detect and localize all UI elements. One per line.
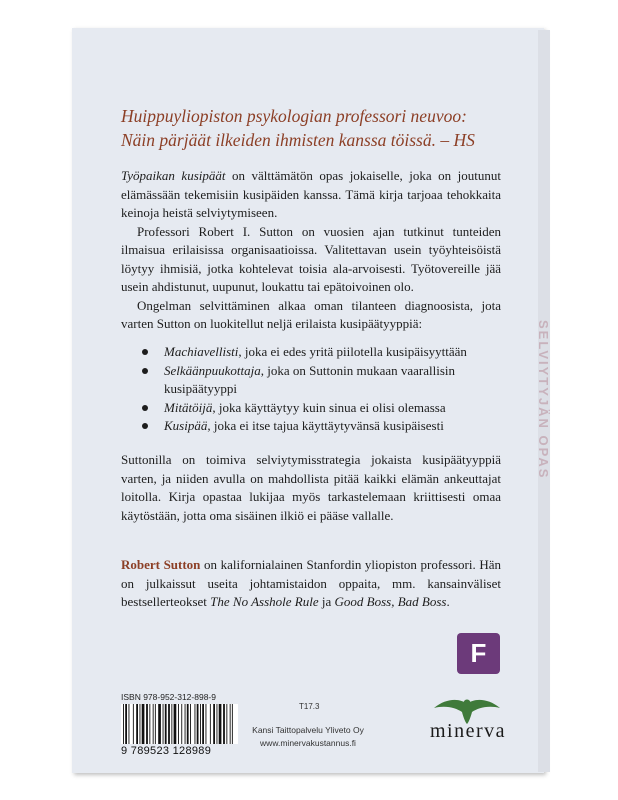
author-name: Robert Sutton [121,557,201,572]
price-code: T17.3 [299,702,320,711]
list-item [142,399,482,418]
barcode-bar [149,704,150,744]
barcode-bar [153,704,154,744]
list-item [142,417,482,436]
barcode-bar [195,704,196,744]
book-title-2: Good Boss, Bad Boss [334,594,447,609]
barcode-bar [190,704,191,744]
type-list [142,343,482,436]
barcode-bar [171,704,172,744]
author-bio-text: on kalifornialainen Stanfordin yliopiston professori. Hän on julkaissut useita johtamistaidon oppaita, mm. kansainväliset bestsellerteokset [121,557,501,609]
barcode-bar [197,704,199,744]
barcode-bar [226,704,227,744]
type-name: Selkäänpuukottaja [164,362,261,378]
list-item [142,343,482,362]
spine-title: SELVIYTYJÄN OPAS [536,320,551,480]
barcode-bar [165,704,167,744]
type-name: Kusipää [164,418,208,433]
barcode-bar [178,704,179,744]
type-desc: , joka on Suttonin mukaan vaarallisin kusipäätyyppi [164,362,456,396]
type-desc: , joka käyttäytyy kuin sinua ei olisi olemassa [212,399,446,415]
barcode-bar [187,704,189,744]
barcode-bar [174,704,177,744]
barcode-bar [163,704,164,744]
author-bio [121,556,501,612]
type-desc: , joka ei edes yritä piilotella kusipäisyyttään [238,344,467,359]
type-desc: , joka ei itse tajua käyttäytyvänsä kusipäisesti [207,418,444,433]
barcode-bar [158,704,161,744]
publisher-logo-text: minerva [429,720,507,742]
barcode-bar [202,704,204,744]
barcode-bar [185,704,186,744]
barcode [121,704,238,744]
barcode-bar [200,704,201,744]
isbn-label: ISBN 978-952-312-898-9 [121,692,216,702]
cover-credit: Kansi Taittopalvelu Yliveto Oy [252,725,364,735]
barcode-bar [123,704,124,744]
barcode-bar [213,704,215,744]
author-paragraph [121,556,501,612]
publisher-website: www.minervakustannus.fi [260,738,356,748]
barcode-bar [129,704,130,744]
outro-paragraph: Suttonilla on toimiva selviytymisstrategia jokaista kusipäätyyppiä varten, ja niiden avulla on mahdollista pitää kaikki elämän ankeuttajat loitolla. Kirja opastaa lukijaa myös tarkastelemaan kriittisesti omaa käytöstään, jotta oma sisäinen ilkiö ei pääse vallalle. [121,452,501,523]
barcode-bar [219,704,222,744]
barcode-bar [223,704,225,744]
author-bio-end: . [446,594,450,609]
credits [248,724,368,750]
barcode-bar [232,704,233,744]
tagline-line-2: Näin pärjäät ilkeiden ihmisten kanssa töissä. – HS [121,130,475,150]
barcode-bar [230,704,231,744]
outro-text [121,451,501,525]
barcode-bar [140,704,141,744]
barcode-bar [168,704,170,744]
intro-text [121,167,501,334]
intro-paragraph-1-text: on välttämätön opas jokaiselle, joka on joutunut elämässään tekemisiin kusipäiden kanssa. Tämä kirja tarjoaa tehokkaita keinoja heistä selviytymiseen. [121,168,501,220]
book-title-1: The No Asshole Rule [210,594,319,609]
type-name: Mitätöijä [164,399,213,415]
list-item [142,362,482,399]
barcode-bar [206,704,207,744]
barcode-bar [210,704,211,744]
category-badge: F [457,633,500,674]
type-name: Machiavellisti [164,344,239,359]
author-bio-mid: ja [318,594,335,609]
barcode-bar [136,704,138,744]
barcode-bar [146,704,148,744]
book-title-italic: Työpaikan kusipäät [121,168,226,183]
barcode-bar [155,704,156,744]
intro-paragraph-1 [121,167,501,223]
barcode-number: 9 789523 128989 [121,745,212,757]
barcode-bar [142,704,145,744]
barcode-bar [133,704,134,744]
tagline [121,104,531,152]
barcode-bar [217,704,218,744]
intro-paragraph-2: Professori Robert I. Sutton on vuosien ajan tutkinut tunteiden ilmaisua erilaisissa organisaatioissa. Valitettavan usein työyhteisöistä löytyy ihmisiä, jotka kohtelevat toisia ala-arvoisesti. Työtovereille jää usein ahdistunut, uupunut, loukattu tai epätoivoinen olo. [121,223,501,294]
tagline-line-1: Huippuyliopiston psykologian professori neuvoo: [121,106,467,126]
barcode-bar [125,704,127,744]
barcode-bar [181,704,182,744]
intro-paragraph-3: Ongelman selvittäminen alkaa oman tilanteen diagnoosista, jota varten Sutton on luokitellut neljä erilaista kusipäätyyppiä: [121,297,501,331]
